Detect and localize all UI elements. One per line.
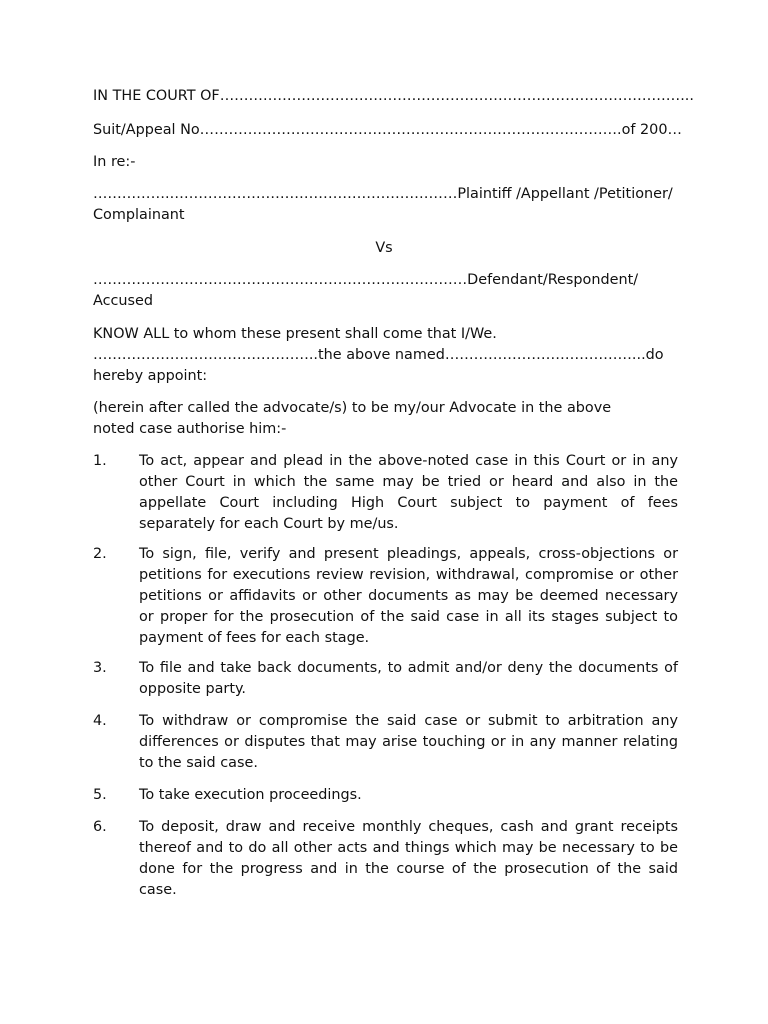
list-item-number: 2. [93, 546, 107, 562]
list-item-number: 1. [93, 453, 107, 469]
list-item-text: To sign, file, verify and present pleadings, appeals, cross-objections or petitions for executions review revision, withdrawal, compromise or other petitions or affidavits or other documents as may be deemed necessary or proper for the prosecution of the said case in all its stages subject to payment of fees for each stage. [139, 546, 678, 646]
know-all-line-3: hereby appoint: [93, 368, 208, 384]
know-all-line-2: ………………………………………..the above named…………………………………...do [93, 347, 664, 363]
list-item-text: To deposit, draw and receive monthly cheques, cash and grant receipts thereof and to do all other acts and things which may be necessary to be done for the progress and in the course of the prosecution of the said case. [139, 819, 678, 898]
herein-line-2: noted case authorise him:- [93, 421, 287, 437]
list-item-text: To withdraw or compromise the said case or submit to arbitration any differences or disputes that may arise touching or in any manner relating to the said case. [139, 713, 678, 771]
defendant-line: ……………………………………………………………………Defendant/Respondent/ [93, 272, 639, 288]
list-item-number: 4. [93, 713, 107, 729]
list-item-text: To act, appear and plead in the above-noted case in this Court or in any other Court in which the same may be tried or heard and also in the appellate Court including High Court subject to payment of fees separately for each Court by me/us. [139, 453, 678, 532]
list-item-number: 3. [93, 660, 107, 676]
list-item-text: To file and take back documents, to admit and/or deny the documents of opposite party. [139, 660, 678, 697]
know-all-line-1: KNOW ALL to whom these present shall come that I/We. [93, 326, 497, 342]
defendant-continuation: Accused [93, 293, 154, 309]
plaintiff-continuation: Complainant [93, 207, 185, 223]
court-line: IN THE COURT OF……………………………………………………………………………………... [93, 88, 694, 104]
herein-line-1: (herein after called the advocate/s) to be my/our Advocate in the above [93, 400, 612, 416]
suit-appeal-line: Suit/Appeal No…………………………………………………………………………….of 200… [93, 122, 682, 138]
list-item-text: To take execution proceedings. [139, 787, 362, 803]
list-item-number: 5. [93, 787, 107, 803]
list-item-number: 6. [93, 819, 107, 835]
versus-label: Vs [375, 240, 393, 256]
plaintiff-line: …………….……………………………………………………Plaintiff /Appellant /Petitioner/ [93, 186, 673, 202]
in-re-line: In re:- [93, 154, 136, 170]
